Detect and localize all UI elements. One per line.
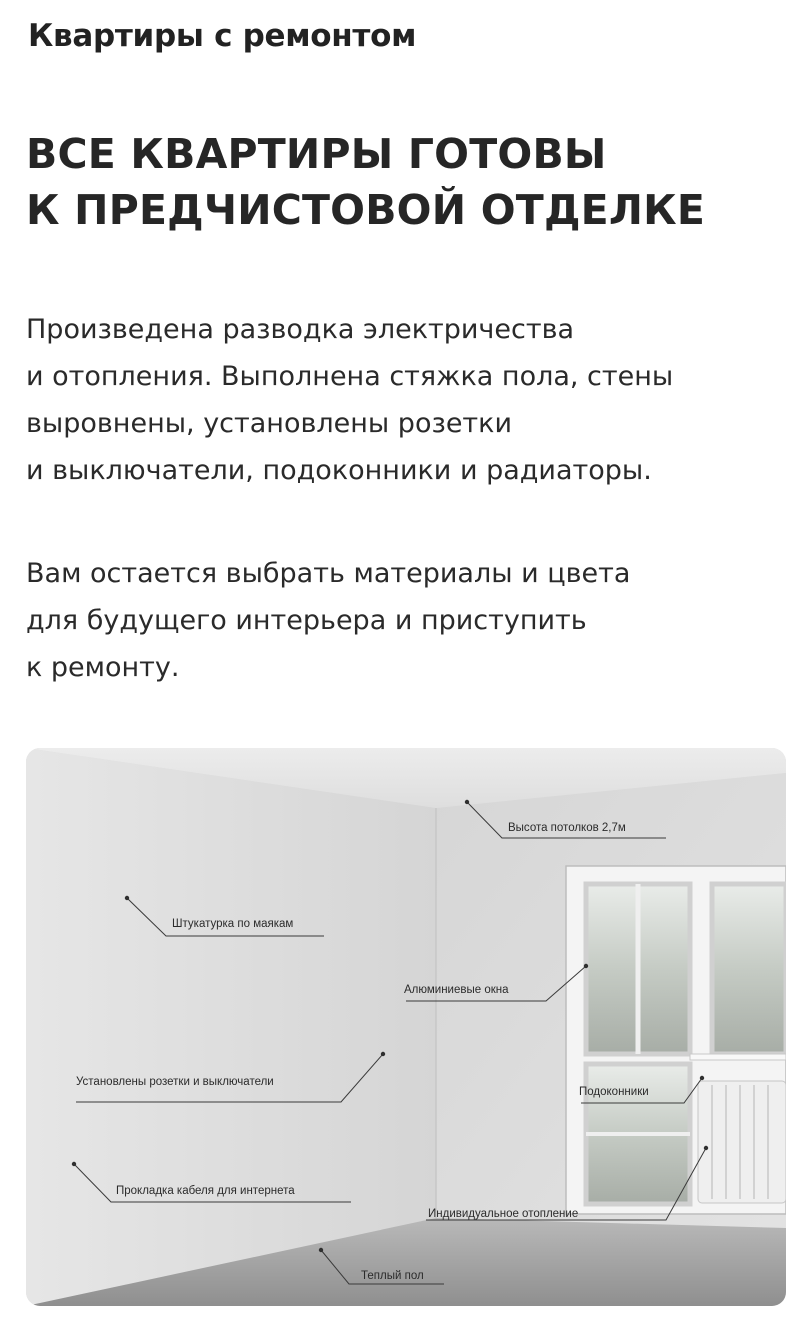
callout-individual-heating: Индивидуальное отопление xyxy=(428,1208,579,1220)
paragraph-line: к ремонту. xyxy=(26,652,180,683)
callout-warm-floor: Теплый пол xyxy=(361,1270,424,1282)
paragraph-line: Вам остается выбрать материалы и цвета xyxy=(26,558,631,589)
left-wall xyxy=(26,748,436,1306)
window-sill xyxy=(690,1054,786,1060)
callout-aluminium-windows: Алюминиевые окна xyxy=(404,984,509,996)
description-paragraph xyxy=(26,306,673,494)
headline-line: ВСЕ КВАРТИРЫ ГОТОВЫ xyxy=(26,130,607,178)
room-scene xyxy=(26,748,786,1306)
call-to-action-paragraph xyxy=(26,550,630,691)
headline-line: К ПРЕДЧИСТОВОЙ ОТДЕЛКЕ xyxy=(26,186,706,234)
paragraph-line: и выключатели, подоконники и радиаторы. xyxy=(26,455,652,486)
callout-plaster: Штукатурка по маякам xyxy=(172,918,294,930)
room-illustration xyxy=(26,748,786,1306)
radiator xyxy=(698,1081,786,1203)
section-title: Квартиры с ремонтом xyxy=(28,18,417,54)
callout-sockets-switches: Установлены розетки и выключатели xyxy=(76,1076,274,1088)
callout-window-sills: Подоконники xyxy=(579,1086,649,1098)
callout-internet-cable: Прокладка кабеля для интернета xyxy=(116,1185,295,1197)
headline xyxy=(26,126,705,238)
callout-ceiling-height: Высота потолков 2,7м xyxy=(508,822,626,834)
paragraph-line: и отопления. Выполнена стяжка пола, стены xyxy=(26,361,674,392)
paragraph-line: Произведена разводка электричества xyxy=(26,314,575,345)
paragraph-line: для будущего интерьера и приступить xyxy=(26,605,587,636)
paragraph-line: выровнены, установлены розетки xyxy=(26,408,513,439)
